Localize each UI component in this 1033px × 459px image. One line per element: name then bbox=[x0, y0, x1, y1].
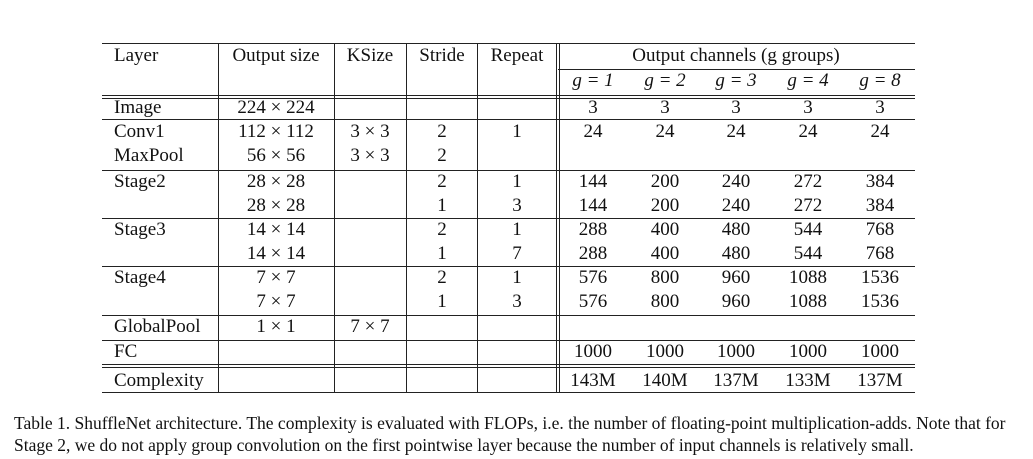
cell-ch-g2: 400 bbox=[650, 219, 680, 240]
cell-output-size: 224 × 224 bbox=[237, 97, 315, 118]
rule-after-image bbox=[102, 119, 915, 120]
cell-repeat: 1 bbox=[512, 171, 522, 192]
cell-ch-g1: 576 bbox=[578, 291, 608, 312]
cell-stride: 2 bbox=[437, 145, 447, 166]
cell-ch-g3: 960 bbox=[721, 291, 751, 312]
col-sep-repeat-b bbox=[559, 43, 560, 392]
cell-stride: 2 bbox=[437, 171, 447, 192]
cell-ch-g4: 544 bbox=[793, 243, 823, 264]
cell-output-size: 14 × 14 bbox=[246, 243, 306, 264]
cell-repeat: 1 bbox=[512, 219, 522, 240]
cell-repeat: 1 bbox=[512, 121, 522, 142]
cell-ch-g8: 1536 bbox=[861, 267, 899, 288]
cell-ch-g2: 1000 bbox=[646, 341, 684, 362]
cell-ch-g8: 384 bbox=[865, 171, 895, 192]
cell-ch-g4: 1088 bbox=[789, 267, 827, 288]
cell-repeat: 7 bbox=[512, 243, 522, 264]
cell-layer: Stage3 bbox=[114, 219, 166, 240]
header-output-channels: Output channels (g groups) bbox=[632, 45, 840, 66]
cell-ch-g2: 400 bbox=[650, 243, 680, 264]
cell-ch-g8: 384 bbox=[865, 195, 895, 216]
top-rule bbox=[102, 43, 915, 44]
rule-after-stage4 bbox=[102, 315, 915, 316]
table-caption: Table 1. ShuffleNet architecture. The complexity is evaluated with FLOPs, i.e. the number of floating-point multiplication-adds. Note that for Stage 2, we do not apply group convolution on the first pointwise layer because the number of input channels is relatively small. bbox=[14, 413, 1006, 455]
cell-output-size: 56 × 56 bbox=[246, 145, 306, 166]
cell-output-size: 7 × 7 bbox=[256, 267, 296, 288]
col-sep-ksize bbox=[406, 43, 407, 392]
header-group-g3: g = 3 bbox=[715, 70, 757, 91]
cell-stride: 1 bbox=[437, 195, 447, 216]
cell-repeat: 3 bbox=[512, 195, 522, 216]
bottom-rule bbox=[102, 392, 915, 393]
cell-ch-g3: 480 bbox=[721, 243, 751, 264]
header-rule-1 bbox=[102, 95, 915, 96]
cell-ch-g1: 143M bbox=[570, 370, 616, 391]
cell-ch-g1: 144 bbox=[578, 195, 608, 216]
cell-ch-g4: 544 bbox=[793, 219, 823, 240]
cell-ch-g4: 3 bbox=[803, 97, 813, 118]
rule-before-complexity-2 bbox=[102, 367, 915, 368]
col-sep-stride bbox=[477, 43, 478, 392]
cell-ch-g2: 3 bbox=[660, 97, 670, 118]
col-sep-output bbox=[334, 43, 335, 392]
cell-ch-g4: 272 bbox=[793, 171, 823, 192]
cell-ch-g8: 1536 bbox=[861, 291, 899, 312]
header-layer: Layer bbox=[114, 45, 159, 66]
cell-layer: Conv1 bbox=[114, 121, 165, 142]
cell-ch-g1: 576 bbox=[578, 267, 608, 288]
col-sep-layer bbox=[218, 43, 219, 392]
cell-ch-g1: 1000 bbox=[574, 341, 612, 362]
header-group-g1: g = 1 bbox=[572, 70, 614, 91]
header-group-g2: g = 2 bbox=[644, 70, 686, 91]
cell-ch-g2: 200 bbox=[650, 195, 680, 216]
cell-ksize: 3 × 3 bbox=[350, 145, 390, 166]
cell-ch-g3: 1000 bbox=[717, 341, 755, 362]
rule-before-complexity-1 bbox=[102, 364, 915, 365]
cell-layer: Image bbox=[114, 97, 162, 118]
cell-layer: Complexity bbox=[114, 370, 204, 391]
cell-repeat: 1 bbox=[512, 267, 522, 288]
cell-ch-g3: 960 bbox=[721, 267, 751, 288]
cell-ch-g8: 3 bbox=[875, 97, 885, 118]
cell-ch-g1: 288 bbox=[578, 219, 608, 240]
cell-stride: 2 bbox=[437, 267, 447, 288]
cell-output-size: 14 × 14 bbox=[246, 219, 306, 240]
cell-output-size: 112 × 112 bbox=[238, 121, 314, 142]
cell-layer: MaxPool bbox=[114, 145, 184, 166]
cell-layer: Stage2 bbox=[114, 171, 166, 192]
cell-ch-g2: 24 bbox=[655, 121, 675, 142]
header-repeat: Repeat bbox=[490, 45, 544, 66]
cell-layer: Stage4 bbox=[114, 267, 166, 288]
cell-ch-g1: 24 bbox=[583, 121, 603, 142]
cell-ch-g2: 800 bbox=[650, 267, 680, 288]
header-output-size: Output size bbox=[232, 45, 320, 66]
cell-stride: 1 bbox=[437, 291, 447, 312]
cell-ch-g8: 768 bbox=[865, 219, 895, 240]
cell-ch-g3: 240 bbox=[721, 171, 751, 192]
header-stride: Stride bbox=[419, 45, 465, 66]
cell-ch-g8: 1000 bbox=[861, 341, 899, 362]
cell-ch-g8: 24 bbox=[870, 121, 890, 142]
cell-stride: 2 bbox=[437, 121, 447, 142]
cell-ch-g1: 288 bbox=[578, 243, 608, 264]
cell-ch-g4: 1000 bbox=[789, 341, 827, 362]
cell-output-size: 1 × 1 bbox=[256, 316, 296, 337]
cell-ch-g1: 144 bbox=[578, 171, 608, 192]
header-group-g8: g = 8 bbox=[859, 70, 901, 91]
header-rule-2 bbox=[102, 98, 915, 99]
cell-ch-g3: 240 bbox=[721, 195, 751, 216]
cell-output-size: 28 × 28 bbox=[246, 195, 306, 216]
cell-output-size: 7 × 7 bbox=[256, 291, 296, 312]
col-sep-repeat-a bbox=[556, 43, 557, 392]
header-ksize: KSize bbox=[346, 45, 394, 66]
cell-stride: 1 bbox=[437, 243, 447, 264]
cell-ch-g2: 200 bbox=[650, 171, 680, 192]
cell-ch-g4: 24 bbox=[798, 121, 818, 142]
cell-repeat: 3 bbox=[512, 291, 522, 312]
cell-ch-g3: 3 bbox=[731, 97, 741, 118]
cell-ch-g2: 140M bbox=[642, 370, 688, 391]
cell-stride: 2 bbox=[437, 219, 447, 240]
cell-output-size: 28 × 28 bbox=[246, 171, 306, 192]
cell-ch-g8: 768 bbox=[865, 243, 895, 264]
cell-ch-g3: 480 bbox=[721, 219, 751, 240]
cell-ksize: 3 × 3 bbox=[350, 121, 390, 142]
cell-ch-g4: 133M bbox=[785, 370, 831, 391]
cell-ch-g3: 24 bbox=[726, 121, 746, 142]
cell-ch-g4: 1088 bbox=[789, 291, 827, 312]
cell-ch-g1: 3 bbox=[588, 97, 598, 118]
cell-ch-g8: 137M bbox=[857, 370, 903, 391]
cell-ksize: 7 × 7 bbox=[350, 316, 390, 337]
cell-ch-g4: 272 bbox=[793, 195, 823, 216]
cell-ch-g3: 137M bbox=[713, 370, 759, 391]
cell-layer: GlobalPool bbox=[114, 316, 201, 337]
header-group-g4: g = 4 bbox=[787, 70, 829, 91]
cell-ch-g2: 800 bbox=[650, 291, 680, 312]
cell-layer: FC bbox=[114, 341, 138, 362]
